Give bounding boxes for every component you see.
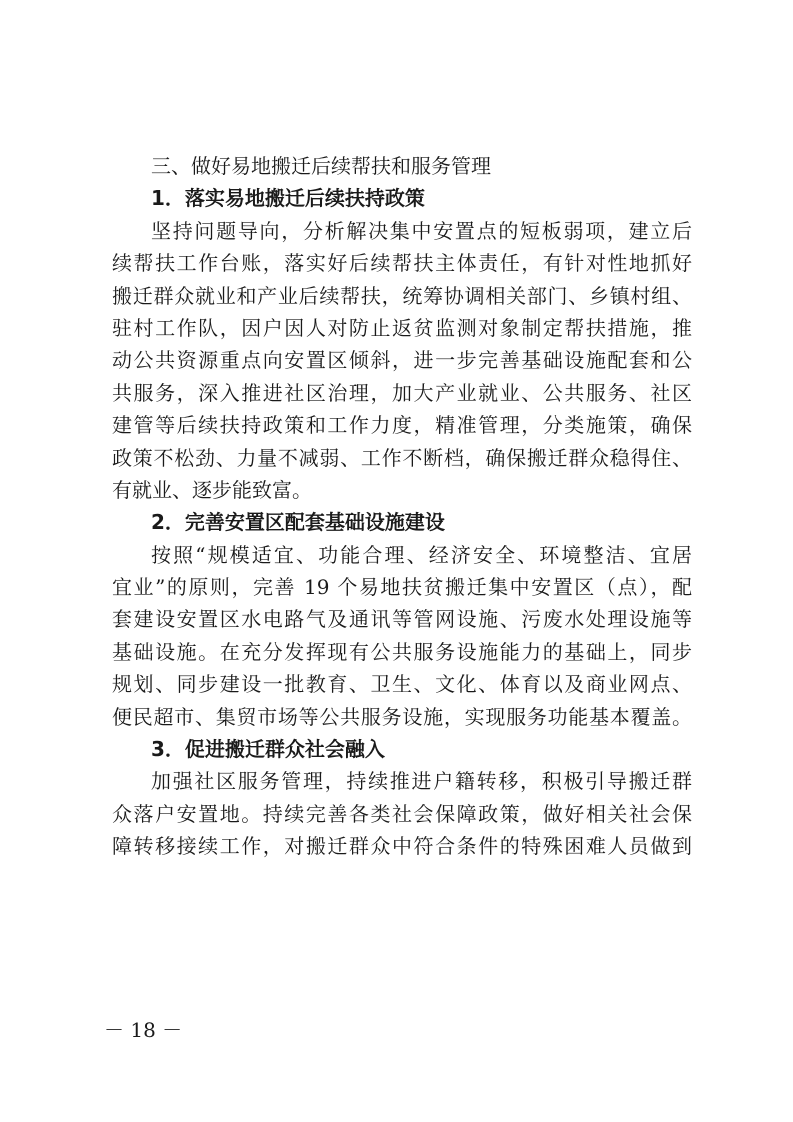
paragraph-line: 障转移接续工作，对搬迁群众中符合条件的特殊困难人员做到 [112, 834, 692, 859]
paragraph-line: 动公共资源重点向安置区倾斜，进一步完善基础设施配套和公 [112, 348, 692, 373]
paragraph-line: 建管等后续扶持政策和工作力度，精准管理，分类施策，确保 [112, 413, 692, 438]
paragraph-line: 坚持问题导向，分析解决集中安置点的短板弱项，建立后 [151, 218, 692, 243]
paragraph-line: 有就业、逐步能致富。 [112, 477, 312, 502]
paragraph-line: 规划、同步建设一批教育、卫生、文化、体育以及商业网点、 [112, 672, 692, 697]
paragraph-line: 续帮扶工作台账，落实好后续帮扶主体责任，有针对性地抓好 [112, 251, 692, 276]
document-body [112, 150, 692, 863]
paragraph-line: 政策不松劲、力量不减弱、工作不断档，确保搬迁群众稳得住、 [112, 445, 692, 470]
subsection-heading-2: 2．完善安置区配套基础设施建设 [151, 510, 445, 535]
paragraph-line: 驻村工作队，因户因人对防止返贫监测对象制定帮扶措施，推 [112, 315, 692, 340]
paragraph-2 [112, 539, 692, 733]
paragraph-3 [112, 765, 692, 862]
paragraph-line: 宜业”的原则，完善 19 个易地扶贫搬迁集中安置区（点），配 [112, 575, 692, 600]
paragraph-line: 共服务，深入推进社区治理，加大产业就业、公共服务、社区 [112, 380, 692, 405]
paragraph-line: 众落户安置地。持续完善各类社会保障政策，做好相关社会保 [112, 801, 692, 826]
paragraph-line: 基础设施。在充分发挥现有公共服务设施能力的基础上，同步 [112, 639, 692, 664]
paragraph-line: 按照“规模适宜、功能合理、经济安全、环境整洁、宜居 [151, 542, 692, 567]
paragraph-line: 便民超市、集贸市场等公共服务设施，实现服务功能基本覆盖。 [112, 704, 692, 729]
paragraph-line: 加强社区服务管理，持续推进户籍转移，积极引导搬迁群 [151, 769, 692, 794]
paragraph-line: 套建设安置区水电路气及通讯等管网设施、污废水处理设施等 [112, 607, 692, 632]
paragraph-line: 搬迁群众就业和产业后续帮扶，统筹协调相关部门、乡镇村组、 [112, 283, 692, 308]
paragraph-1 [112, 215, 692, 507]
subsection-heading-1: 1．落实易地搬迁后续扶持政策 [151, 186, 425, 211]
section-heading: 三、做好易地搬迁后续帮扶和服务管理 [151, 154, 491, 178]
page-number: － 18 － [104, 1018, 183, 1042]
subsection-heading-3: 3．促进搬迁群众社会融入 [151, 737, 385, 762]
